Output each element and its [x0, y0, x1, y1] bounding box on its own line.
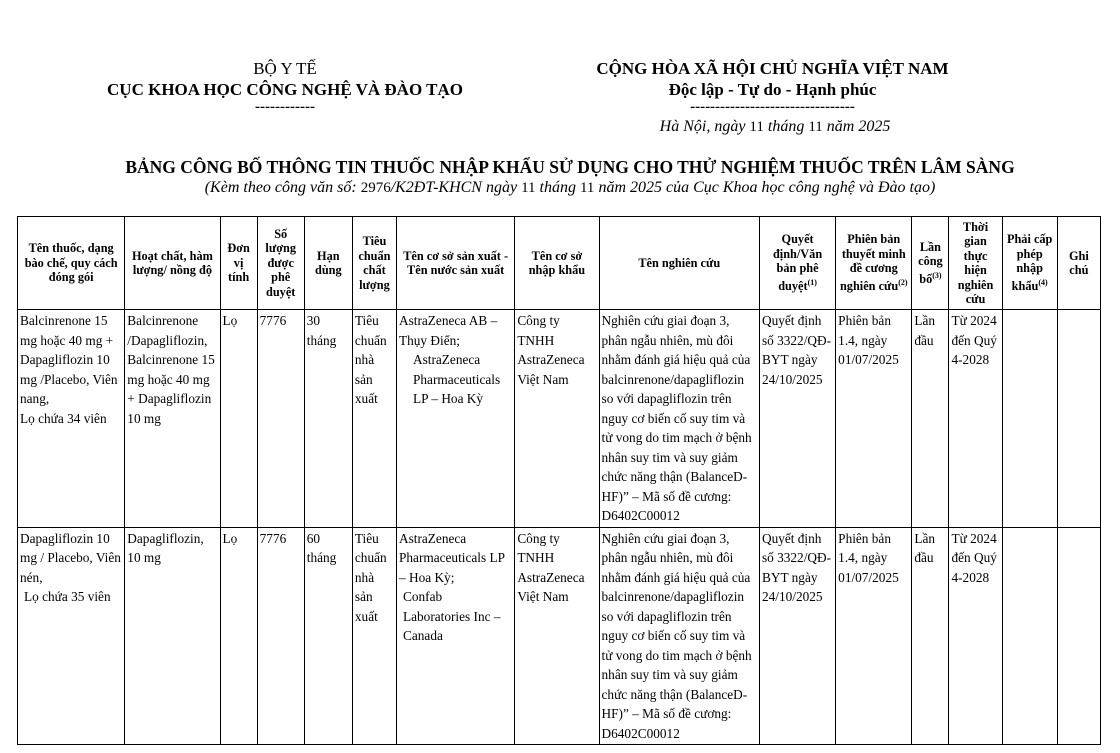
header-right-divider: ---------------------------------	[690, 99, 855, 115]
col-quality-standard: Tiêu chuẩn chất lượng	[352, 217, 396, 310]
cell-drug-name	[18, 310, 125, 528]
manufacturer-2: Confab Laboratories Inc – Canada	[403, 589, 501, 643]
date-day: 11	[749, 119, 764, 135]
issuer-header	[60, 58, 510, 113]
department-name: CỤC KHOA HỌC CÔNG NGHỆ VÀ ĐÀO TẠO	[107, 80, 463, 99]
document-title: BẢNG CÔNG BỐ THÔNG TIN THUỐC NHẬP KHẨU SỬ DỤNG CHO THỬ NGHIỆM THUỐC TRÊN LÂM SÀNG	[125, 157, 1015, 177]
date-month-label: tháng	[763, 118, 809, 135]
col-publish-count-footnote: (3)	[932, 270, 942, 280]
cell-protocol-version: Phiên bản 1.4, ngày 01/07/2025	[836, 310, 912, 528]
col-publish-count	[912, 217, 949, 310]
cell-license	[1002, 310, 1057, 528]
cell-quantity: 7776	[257, 527, 304, 745]
country-name: CỘNG HÒA XÃ HỘI CHỦ NGHĨA VIỆT NAM	[596, 59, 949, 78]
col-license	[1002, 217, 1057, 310]
cell-drug-name	[18, 527, 125, 745]
drug-pack-text: Lọ chứa 34 viên	[20, 410, 107, 426]
date-prefix: Hà Nội, ngày	[659, 118, 750, 135]
header-left-divider: ------------	[255, 99, 315, 115]
cell-quantity: 7776	[257, 310, 304, 528]
date-month: 11	[808, 119, 823, 135]
cell-duration: Từ 2024 đến Quý 4-2028	[949, 527, 1002, 745]
col-active-ingredient: Hoạt chất, hàm lượng/ nồng độ	[125, 217, 220, 310]
manufacturer-1: AstraZeneca Pharmaceuticals LP – Hoa Kỳ;	[399, 530, 505, 585]
cell-active-ingredient: Dapagliflozin, 10 mg	[125, 527, 220, 745]
cell-license	[1002, 527, 1057, 745]
cell-unit: Lọ	[220, 310, 257, 528]
date-year-label: năm 2025	[822, 118, 891, 135]
cell-publish-count: Lần đầu	[912, 527, 949, 745]
cell-study-name: Nghiên cứu giai đoạn 3, phân ngẫu nhiên, mù đôi nhằm đánh giá hiệu quả của balcinrenone/dapagliflozin so với dapagliflozin trên nguy cơ biến cố suy tim và tử vong do tim mạch ở bệnh nhân suy tim và suy giảm chức năng thận (BalanceD-HF)” – Mã số đề cương: D6402C00012	[599, 310, 759, 528]
cell-quality-standard: Tiêu chuẩn nhà sản xuất	[352, 310, 396, 528]
drug-name-text: Balcinrenone 15 mg hoặc 40 mg + Dapagliflozin 10 mg /Placebo, Viên nang,	[20, 313, 118, 406]
manufacturer-1: AstraZeneca AB – Thụy Điển;	[399, 313, 498, 348]
table-row	[18, 310, 1101, 528]
subtitle-doc-no: 2976	[360, 180, 391, 196]
table-header-row	[18, 217, 1101, 310]
col-manufacturer: Tên cơ sở sản xuất - Tên nước sản xuất	[397, 217, 515, 310]
col-license-footnote: (4)	[1038, 277, 1048, 287]
cell-study-name: Nghiên cứu giai đoạn 3, phân ngẫu nhiên, mù đôi nhằm đánh giá hiệu quả của balcinrenone/dapagliflozin so với dapagliflozin trên nguy cơ biến cố suy tim và tử vong do tim mạch ở bệnh nhân suy tim và suy giảm chức năng thận (BalanceD-HF)” – Mã số đề cương: D6402C00012	[599, 527, 759, 745]
cell-quality-standard: Tiêu chuẩn nhà sản xuất	[352, 527, 396, 745]
col-quantity: Số lượng được phê duyệt	[257, 217, 304, 310]
col-publish-count-label: Lần công bố	[918, 239, 943, 286]
cell-protocol-version: Phiên bản 1.4, ngày 01/07/2025	[836, 527, 912, 745]
col-license-label: Phải cấp phép nhập khẩu	[1006, 232, 1053, 294]
drug-name-text: Dapagliflozin 10 mg / Placebo, Viên nén,	[20, 530, 121, 585]
cell-importer: Công ty TNHH AstraZeneca Việt Nam	[515, 310, 599, 528]
document-subtitle	[0, 178, 1120, 198]
cell-notes	[1057, 310, 1100, 528]
cell-importer: Công ty TNHH AstraZeneca Việt Nam	[515, 527, 599, 745]
col-notes: Ghi chú	[1057, 217, 1100, 310]
cell-manufacturer	[397, 310, 515, 528]
drug-info-table	[17, 216, 1101, 745]
subtitle-day: 11	[521, 180, 536, 196]
subtitle-mid: /K2ĐT-KHCN ngày	[390, 179, 522, 196]
cell-decision: Quyết định số 3322/QĐ-BYT ngày 24/10/2025	[759, 310, 835, 528]
cell-decision: Quyết định số 3322/QĐ-BYT ngày 24/10/2025	[759, 527, 835, 745]
subtitle-month: 11	[579, 180, 595, 196]
cell-manufacturer	[397, 527, 515, 745]
national-motto: Độc lập - Tự do - Hạnh phúc	[668, 80, 877, 99]
col-unit: Đơn vị tính	[220, 217, 257, 310]
cell-expiry: 60 tháng	[304, 527, 352, 745]
cell-expiry: 30 tháng	[304, 310, 352, 528]
col-duration: Thời gian thực hiện nghiên cứu	[949, 217, 1002, 310]
cell-active-ingredient: Balcinrenone /Dapagliflozin, Balcinrenone 15 mg hoặc 40 mg + Dapagliflozin 10 mg	[125, 310, 220, 528]
col-protocol-version-footnote: (2)	[898, 277, 908, 287]
drug-pack-text: Lọ chứa 35 viên	[24, 589, 111, 604]
col-decision-label: Quyết định/Văn bản phê duyệt	[772, 232, 823, 294]
col-drug-name: Tên thuốc, dạng bào chế, quy cách đóng gói	[18, 217, 125, 310]
cell-duration: Từ 2024 đến Quý 4-2028	[949, 310, 1002, 528]
national-header	[560, 58, 985, 113]
document-date	[560, 118, 990, 136]
manufacturer-2: AstraZeneca Pharmaceuticals LP – Hoa Kỳ	[413, 352, 501, 406]
col-protocol-version	[836, 217, 912, 310]
ministry-name: BỘ Y TẾ	[253, 59, 317, 78]
col-expiry: Hạn dùng	[304, 217, 352, 310]
cell-notes	[1057, 527, 1100, 745]
subtitle-month-label: tháng	[535, 179, 580, 196]
cell-publish-count: Lần đầu	[912, 310, 949, 528]
subtitle-prefix: (Kèm theo công văn số:	[204, 179, 361, 196]
col-study-name: Tên nghiên cứu	[599, 217, 759, 310]
cell-unit: Lọ	[220, 527, 257, 745]
col-decision	[759, 217, 835, 310]
table-row	[18, 527, 1101, 745]
subtitle-suffix: năm 2025 của Cục Khoa học công nghệ và Đào tạo)	[594, 179, 936, 196]
col-decision-footnote: (1)	[807, 277, 817, 287]
col-importer: Tên cơ sở nhập khẩu	[515, 217, 599, 310]
col-protocol-version-label: Phiên bản thuyết minh đề cương nghiên cứu	[839, 232, 906, 294]
